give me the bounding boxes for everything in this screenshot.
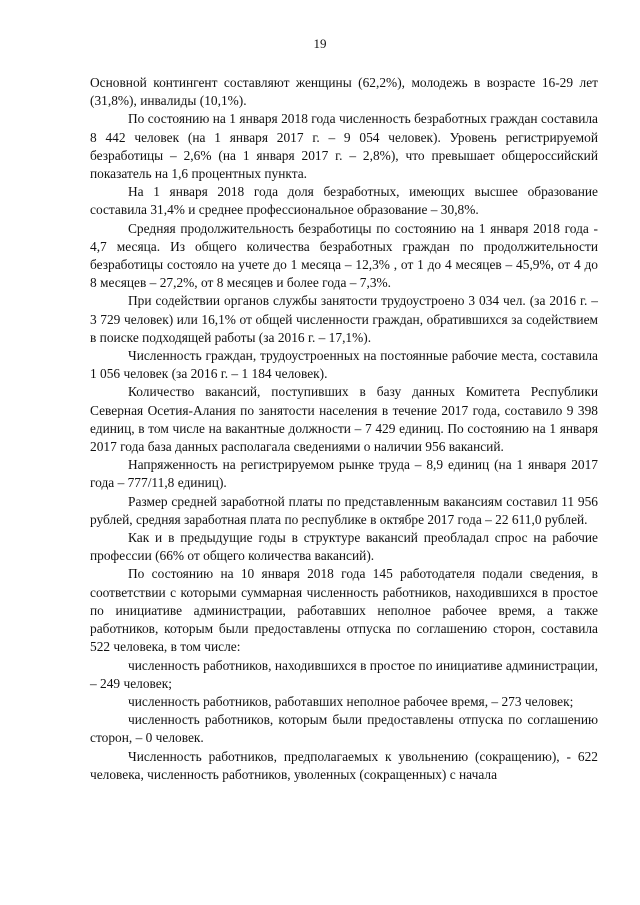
list-item-part-time: численность работников, работавших неполное рабочее время, – 273 человек; — [128, 693, 574, 709]
document-body — [90, 74, 598, 784]
paragraph-11: По состоянию на 10 января 2018 года 145 работодателя подали сведения, в соответствии с которыми суммарная численность работников, находившихся в простое по инициативе администрации, работавших неполное рабочее время, а также работников, которым были предоставлены отпуска по соглашению сторон, составила 522 человека, в том числе: — [90, 566, 598, 655]
paragraph-5: При содействии органов службы занятости трудоустроено 3 034 чел. (за 2016 г. – 3 729 человек) или 16,1% от общей численности граждан, обратившихся за содействием в поиске подходящей работы (за 2016 г. – 17,1%). — [90, 293, 598, 345]
paragraph-9: Размер средней заработной платы по представленным вакансиям составил 11 956 рублей, средняя заработная плата по республике в октябре 2017 года – 22 611,0 рублей. — [90, 493, 598, 527]
paragraph-last: Численность работников, предполагаемых к увольнению (сокращению), - 622 человека, численность работников, уволенных (сокращенных) с начала — [90, 748, 598, 782]
paragraph-1: Основной контингент составляют женщины (62,2%), молодежь в возрасте 16-29 лет (31,8%), инвалиды (10,1%). — [90, 75, 598, 109]
paragraph-3: На 1 января 2018 года доля безработных, имеющих высшее образование составила 31,4% и среднее профессиональное образование – 30,8%. — [90, 184, 598, 218]
list-item-downtime: численность работников, находившихся в простое по инициативе администрации, – 249 человек; — [90, 657, 598, 691]
paragraph-8: Напряженность на регистрируемом рынке труда – 8,9 единиц (на 1 января 2017 года – 777/11,8 единиц). — [90, 457, 598, 491]
paragraph-2: По состоянию на 1 января 2018 года численность безработных граждан составила 8 442 человек (на 1 января 2017 г. – 9 054 человек). Уровень регистрируемой безработицы – 2,6% (на 1 января 2017 г. – 2,8%), что превышает общероссийский показатель на 1,6 процентных пункта. — [90, 111, 598, 182]
paragraph-10: Как и в предыдущие годы в структуре вакансий преобладал спрос на рабочие профессии (66% от общего количества вакансий). — [90, 530, 598, 564]
list-item-leave: численность работников, которым были предоставлены отпуска по соглашению сторон, – 0 человек. — [90, 712, 598, 746]
paragraph-6: Численность граждан, трудоустроенных на постоянные рабочие места, составила 1 056 человек (за 2016 г. – 1 184 человек). — [90, 348, 598, 382]
paragraph-4: Средняя продолжительность безработицы по состоянию на 1 января 2018 года - 4,7 месяца. Из общего количества безработных граждан по продолжительности безработицы состояло на учете до 1 месяца – 12,3% , от 1 до 4 месяцев – 45,9%, от 4 до 8 месяцев – 27,2%, от 8 месяцев и более года – 7,3%. — [90, 220, 598, 291]
page-number: 19 — [313, 36, 327, 51]
paragraph-7: Количество вакансий, поступивших в базу данных Комитета Республики Северная Осетия-Алания по занятости населения в течение 2017 года, составило 9 398 единиц, в том числе на вакантные должности – 7 429 единиц. По состоянию на 1 января 2017 года база данных располагала сведениями о наличии 956 вакансий. — [90, 384, 598, 455]
